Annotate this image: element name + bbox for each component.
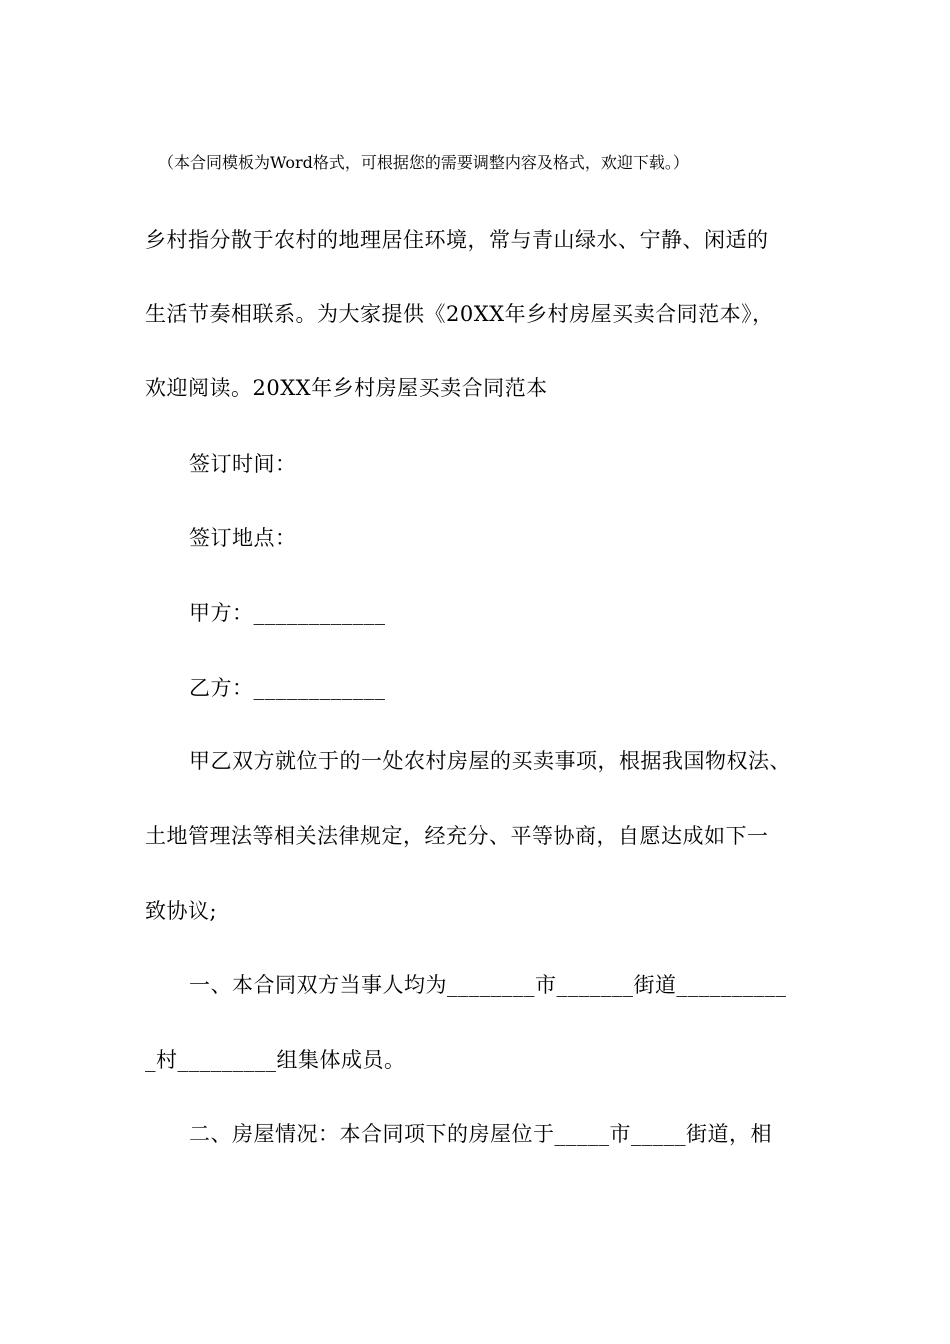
clause-1-line-2: _村_________组集体成员。 <box>145 1048 406 1072</box>
intro-line-1: 乡村指分散于农村的地理居住环境，常与青山绿水、宁静、闲适的 <box>145 228 769 252</box>
intro-line-3: 欢迎阅读。20XX年乡村房屋买卖合同范本 <box>145 376 548 400</box>
clause-2-line-1: 二、房屋情况：本合同项下的房屋位于_____市_____街道，相 <box>189 1122 772 1146</box>
clause-1-line-1: 一、本合同双方当事人均为________市_______街道__________ <box>189 973 787 997</box>
agreement-line-2: 土地管理法等相关法律规定，经充分、平等协商，自愿达成如下一 <box>145 824 769 848</box>
party-b: 乙方：____________ <box>189 676 386 700</box>
sign-time: 签订时间： <box>189 452 297 476</box>
template-note: （本合同模板为Word格式，可根据您的需要调整内容及格式，欢迎下载。） <box>158 153 689 172</box>
party-a: 甲方：____________ <box>189 601 386 625</box>
agreement-line-1: 甲乙双方就位于的一处农村房屋的买卖事项，根据我国物权法、 <box>189 749 791 773</box>
intro-line-2: 生活节奏相联系。为大家提供《20XX年乡村房屋买卖合同范本》， <box>145 302 774 326</box>
sign-place: 签订地点： <box>189 526 297 550</box>
agreement-line-3: 致协议; <box>145 899 218 923</box>
